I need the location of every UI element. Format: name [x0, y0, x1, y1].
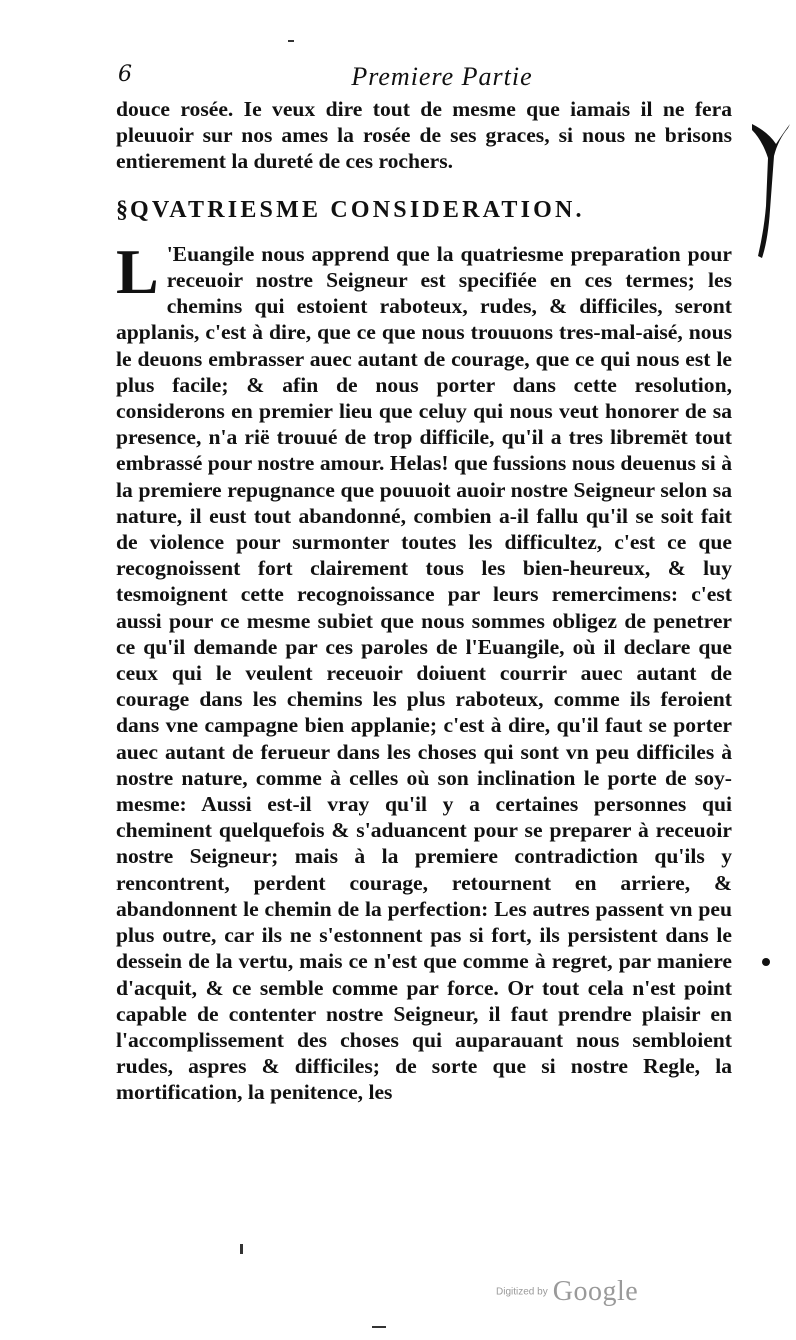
- watermark-prefix: Digitized by: [496, 1286, 548, 1298]
- stray-mark: [372, 1326, 386, 1328]
- google-logo: Google: [552, 1276, 639, 1307]
- section-mark: §: [116, 196, 128, 223]
- running-title: Premiere Partie: [351, 62, 533, 91]
- page-header: [112, 62, 772, 98]
- body-text: [116, 96, 732, 1106]
- paragraph-text: 'Euangile nous apprend que la quatriesme preparation pour receuoir nostre Seigneur est specifiée en ces termes; les chemins qui estoient raboteux, rudes, & difficiles, seront applanis, c'est à dire, que ce que nous trouuons tres-mal-aisé, nous le deuons embrasser auec autant de courage, que ce qui nous est le plus facile; & afin de nous porter dans cette resolution, considerons en premier lieu que celuy qui nous veut honorer de sa presence, n'a rië trouué de trop difficile, qu'il a tres libremët tout embrassé pour nostre amour. Helas! que fussions nous deuenus si à la premiere repugnance que pouuoit auoir nostre Seigneur selon sa nature, il eust tout abandonné, combien a-il fallu qu'il se soit fait de violence pour surmonter toutes les difficultez, c'est ce que recognoissent fort clairement tous les bien-heureux, & luy tesmoignent cette recognoissance par leurs remercimens: c'est aussi pour ce mesme subiet que nous sommes obligez de penetrer ce qu'il demande par ces paroles de l'Euangile, où il declare que ceux qui le veulent receuoir doiuent courrir auec autant de courage dans les chemins les plus raboteux, comme ils feroient dans vne campagne bien applanie; c'est à dire, qu'il faut se porter auec autant de ferueur dans les choses qui sont vn peu difficiles à nostre nature, comme à celles où son inclination le porte de soy-mesme: Aussi est-il vray qu'il y a certaines personnes qui cheminent quelquefois & s'aduancent pour se preparer à receuoir nostre Seigneur; mais à la premiere contradiction qu'ils y rencontrent, perdent courage, retournent en arriere, & abandonnent le chemin de la perfection: Les autres passent vn peu plus outre, car ils ne s'estonnent pas si fort, ils persistent dans le dessein de la vertu, mais ce n'est que comme à regret, par maniere d'acquit, & ce semble comme par force. Or tout cela n'est point capable de contenter nostre Seigneur, il faut prendre plaisir en l'accomplissement des choses qui auparauant nous sembloient rudes, aspres & difficiles; de sorte que si nostre Regle, la mortification, la penitence, les: [116, 241, 732, 1105]
- stray-mark: [288, 40, 294, 42]
- margin-dot: [762, 958, 770, 966]
- main-paragraph: [116, 235, 732, 1106]
- section-heading: [116, 197, 732, 223]
- section-heading-text: QVATRIESME CONSIDERATION.: [130, 196, 585, 223]
- google-watermark: [496, 1276, 638, 1316]
- page-number: 6: [118, 62, 132, 87]
- opening-lines: douce rosée. Ie veux dire tout de mesme que iamais il ne fera pleuuoir sur nos ames la rosée de ses graces, si nous ne brisons entierement la dureté de ces rochers.: [116, 97, 732, 174]
- margin-bracket-mark: [750, 110, 790, 260]
- stray-mark: [240, 1244, 243, 1254]
- drop-cap: L: [116, 235, 159, 307]
